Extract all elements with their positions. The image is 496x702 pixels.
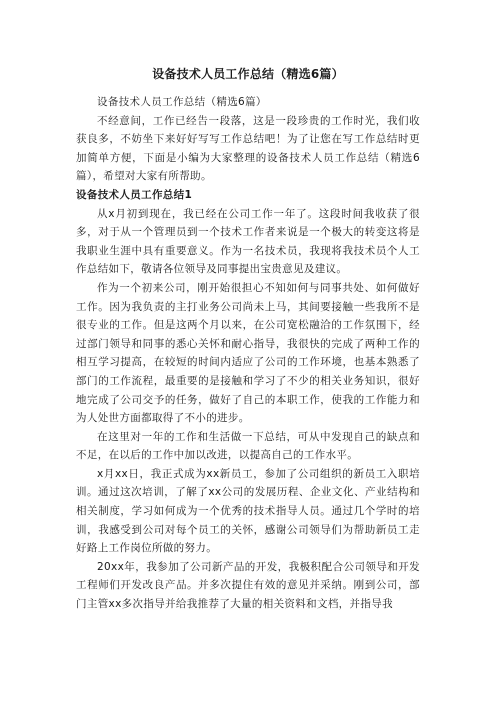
body-paragraph: x月xx日，我正式成为xx新员工，参加了公司组织的新员工入职培训。通过这次培训，了解了xx公司的发展历程、企业文化、产业结构和相关制度，学习如何成为一个优秀的技术指导人员。通过几个学时的培训，我感受到公司对每个员工的关怀，感谢公司领导们为帮助新员工走好路上工作岗位所做的努力。: [76, 467, 420, 555]
document-title: 设备技术人员工作总结（精选6篇）: [152, 67, 344, 81]
intro-title-line: 设备技术人员工作总结（精选6篇）: [97, 96, 267, 108]
section-heading-1: 设备技术人员工作总结1: [76, 188, 193, 201]
document-body: [76, 93, 420, 614]
intro-paragraph: 不经意间，工作已经告一段落，这是一段珍贵的工作时光，我们收获良多，不妨坐下来好好写写工作总结吧！为了让您在写工作总结时更加简单方便，下面是小编为大家整理的设备技术人员工作总结（精选6篇），希望对大家有所帮助。: [76, 114, 420, 183]
body-paragraph: 作为一个初来公司，刚开始很担心不知如何与同事共处、如何做好工作。因为我负责的主打业务公司尚未上马，其间要接触一些我所不是很专业的工作。但是这两个月以来，在公司宽松融洽的工作氛围下，经过部门领导和同事的悉心关怀和耐心指导，我很快的完成了两种工作的相互学习提高，在较短的时间内适应了公司的工作环境，也基本熟悉了部门的工作流程，最重要的是接触和学习了不少的相关业务知识，很好地完成了公司交予的任务，做好了自己的本职工作，使我的工作能力和为人处世方面都取得了不小的进步。: [76, 281, 420, 425]
body-paragraph: 在这里对一年的工作和生活做一下总结，可从中发现自己的缺点和不足，在以后的工作中加以改进，以提高自己的工作水平。: [76, 430, 420, 462]
body-paragraph: 从x月初到现在，我已经在公司工作一年了。这段时间我收获了很多，对于从一个管理员到一个技术工作者来说是一个极大的转变这将是我职业生涯中具有重要意义。作为一名技术员，我现将我技术员个人工作总结如下，敬请各位领导及同事提出宝贵意见及建议。: [76, 207, 420, 276]
body-paragraph: 20xx年，我参加了公司新产品的开发，我极积配合公司领导和开发工程师们开发改良产品。并多次提住有效的意见并采纳。刚到公司，部门主管xx多次指导并给我推荐了大量的相关资料和文档，并指导我: [76, 560, 420, 611]
